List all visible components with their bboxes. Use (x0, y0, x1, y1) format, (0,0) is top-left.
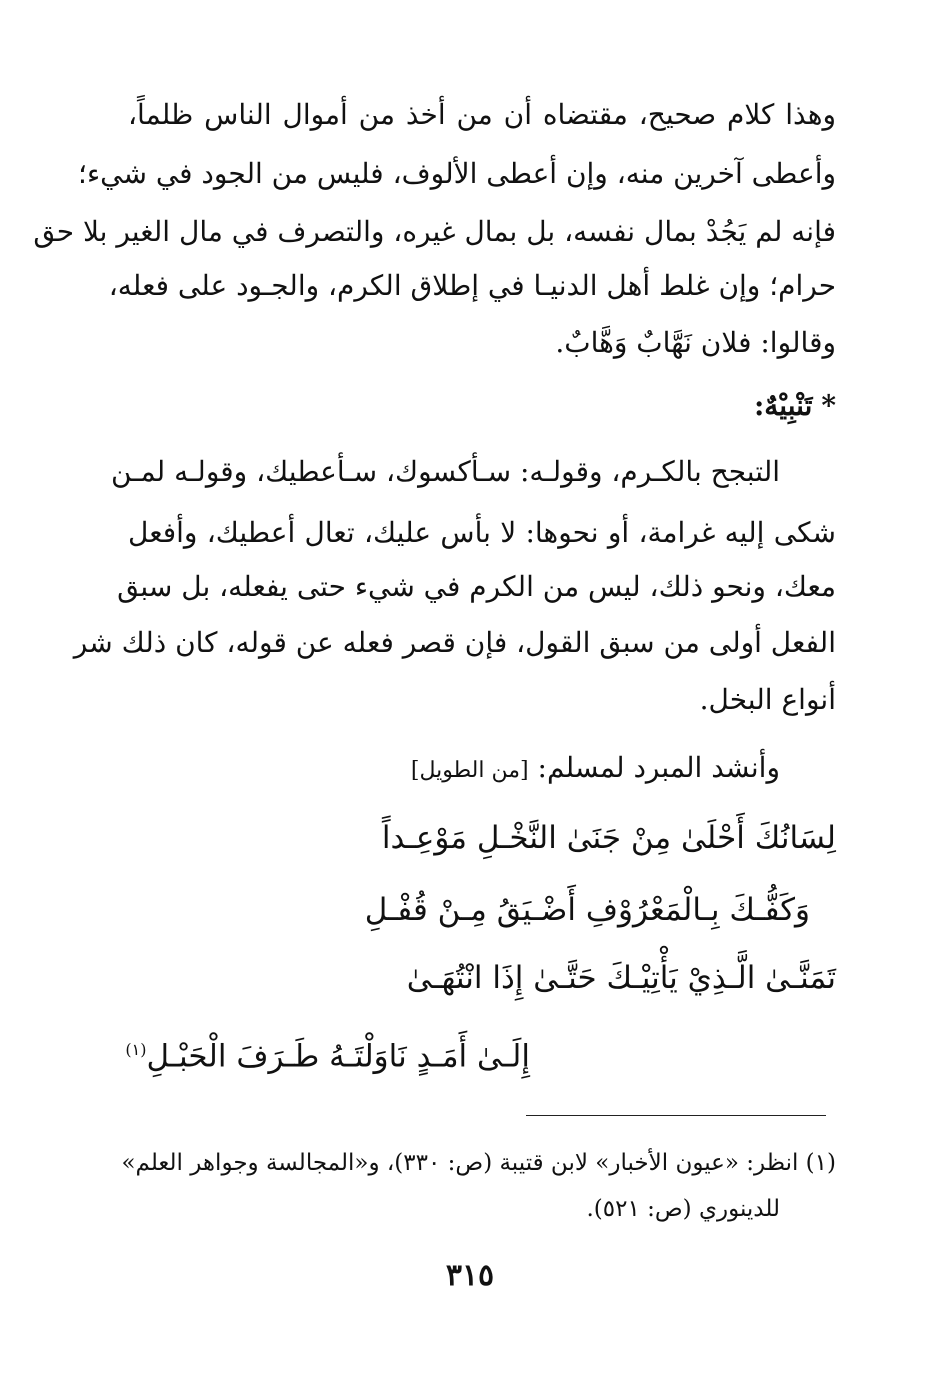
page-number: ٣١٥ (445, 1258, 495, 1293)
paragraph-1-line-1: وهذا كلام صحيح، مقتضاه أن من أخذ من أموال الناس ظلماً، (128, 98, 836, 131)
footnote-reference: (١) (125, 1040, 147, 1059)
verse-4-text: إِلَـىٰ أَمَـدٍ نَاوَلْتَـهُ طَـرَفَ الْحَبْـلِ (146, 1038, 530, 1075)
footnote-line-1 (121, 1146, 836, 1180)
paragraph-1-line-4: حرام؛ وإن غلط أهل الدنيـا في إطلاق الكرم، والجـود على فعله، (108, 269, 836, 302)
footnote-line-2: للدينوري (ص: ٥٢١). (586, 1196, 780, 1222)
paragraph-2-line-1: التبجح بالكـرم، وقولـه: سـأكسوك، سـأعطيك، وقولـه لمـن (110, 455, 780, 488)
poem-intro-text: وأنشد المبرد لمسلم: (537, 751, 780, 784)
paragraph-2-line-3: معك، ونحو ذلك، ليس من الكرم في شيء حتى يفعله، بل سبق (117, 570, 836, 603)
paragraph-2-line-5: أنواع البخل. (699, 683, 836, 716)
poem-meter: [من الطويل] (410, 758, 529, 783)
paragraph-1-line-5: وقالوا: فلان نَهَّابٌ وَهَّابٌ. (555, 326, 836, 359)
section-heading (754, 386, 836, 426)
footnote-text-1: انظر: «عيون الأخبار» لابن قتيبة (ص: ٣٣٠)، و«المجالسة وجواهر العلم» (121, 1150, 799, 1176)
paragraph-1-line-3: فإنه لم يَجُدْ بمال نفسه، بل بمال غيره، والتصرف في مال الغير بلا حق (33, 215, 836, 248)
footnote-separator (526, 1115, 826, 1116)
paragraph-2-line-2: شكى إليه غرامة، أو نحوها: لا بأس عليك، تعال أعطيك، وأفعل (128, 516, 836, 549)
footnote-number: (١) (805, 1150, 836, 1176)
poem-intro (411, 748, 780, 791)
paragraph-2-line-4: الفعل أولى من سبق القول، فإن قصر فعله عن قوله، كان ذلك شر (73, 626, 836, 659)
verse-1: لِسَانُكَ أَحْلَىٰ مِنْ جَنَىٰ النَّخْـلِ مَوْعِـداً (381, 820, 836, 856)
verse-4 (125, 1030, 530, 1076)
heading-text: تَنْبِيْهٌ: (753, 389, 813, 422)
verse-2: وَكَفُّـكَ بِـالْمَعْرُوْفِ أَضْـيَقُ مِـنْ قُفْـلِ (364, 892, 810, 928)
asterisk-icon: * (821, 389, 836, 422)
verse-3: تَمَنَّـىٰ الَّـذِيْ يَأْتِيْـكَ حَتَّـىٰ إِذَا انْتُهَـىٰ (406, 960, 836, 996)
paragraph-1-line-2: وأعطى آخرين منه، وإن أعطى الألوف، فليس من الجود في شيء؛ (78, 157, 836, 190)
